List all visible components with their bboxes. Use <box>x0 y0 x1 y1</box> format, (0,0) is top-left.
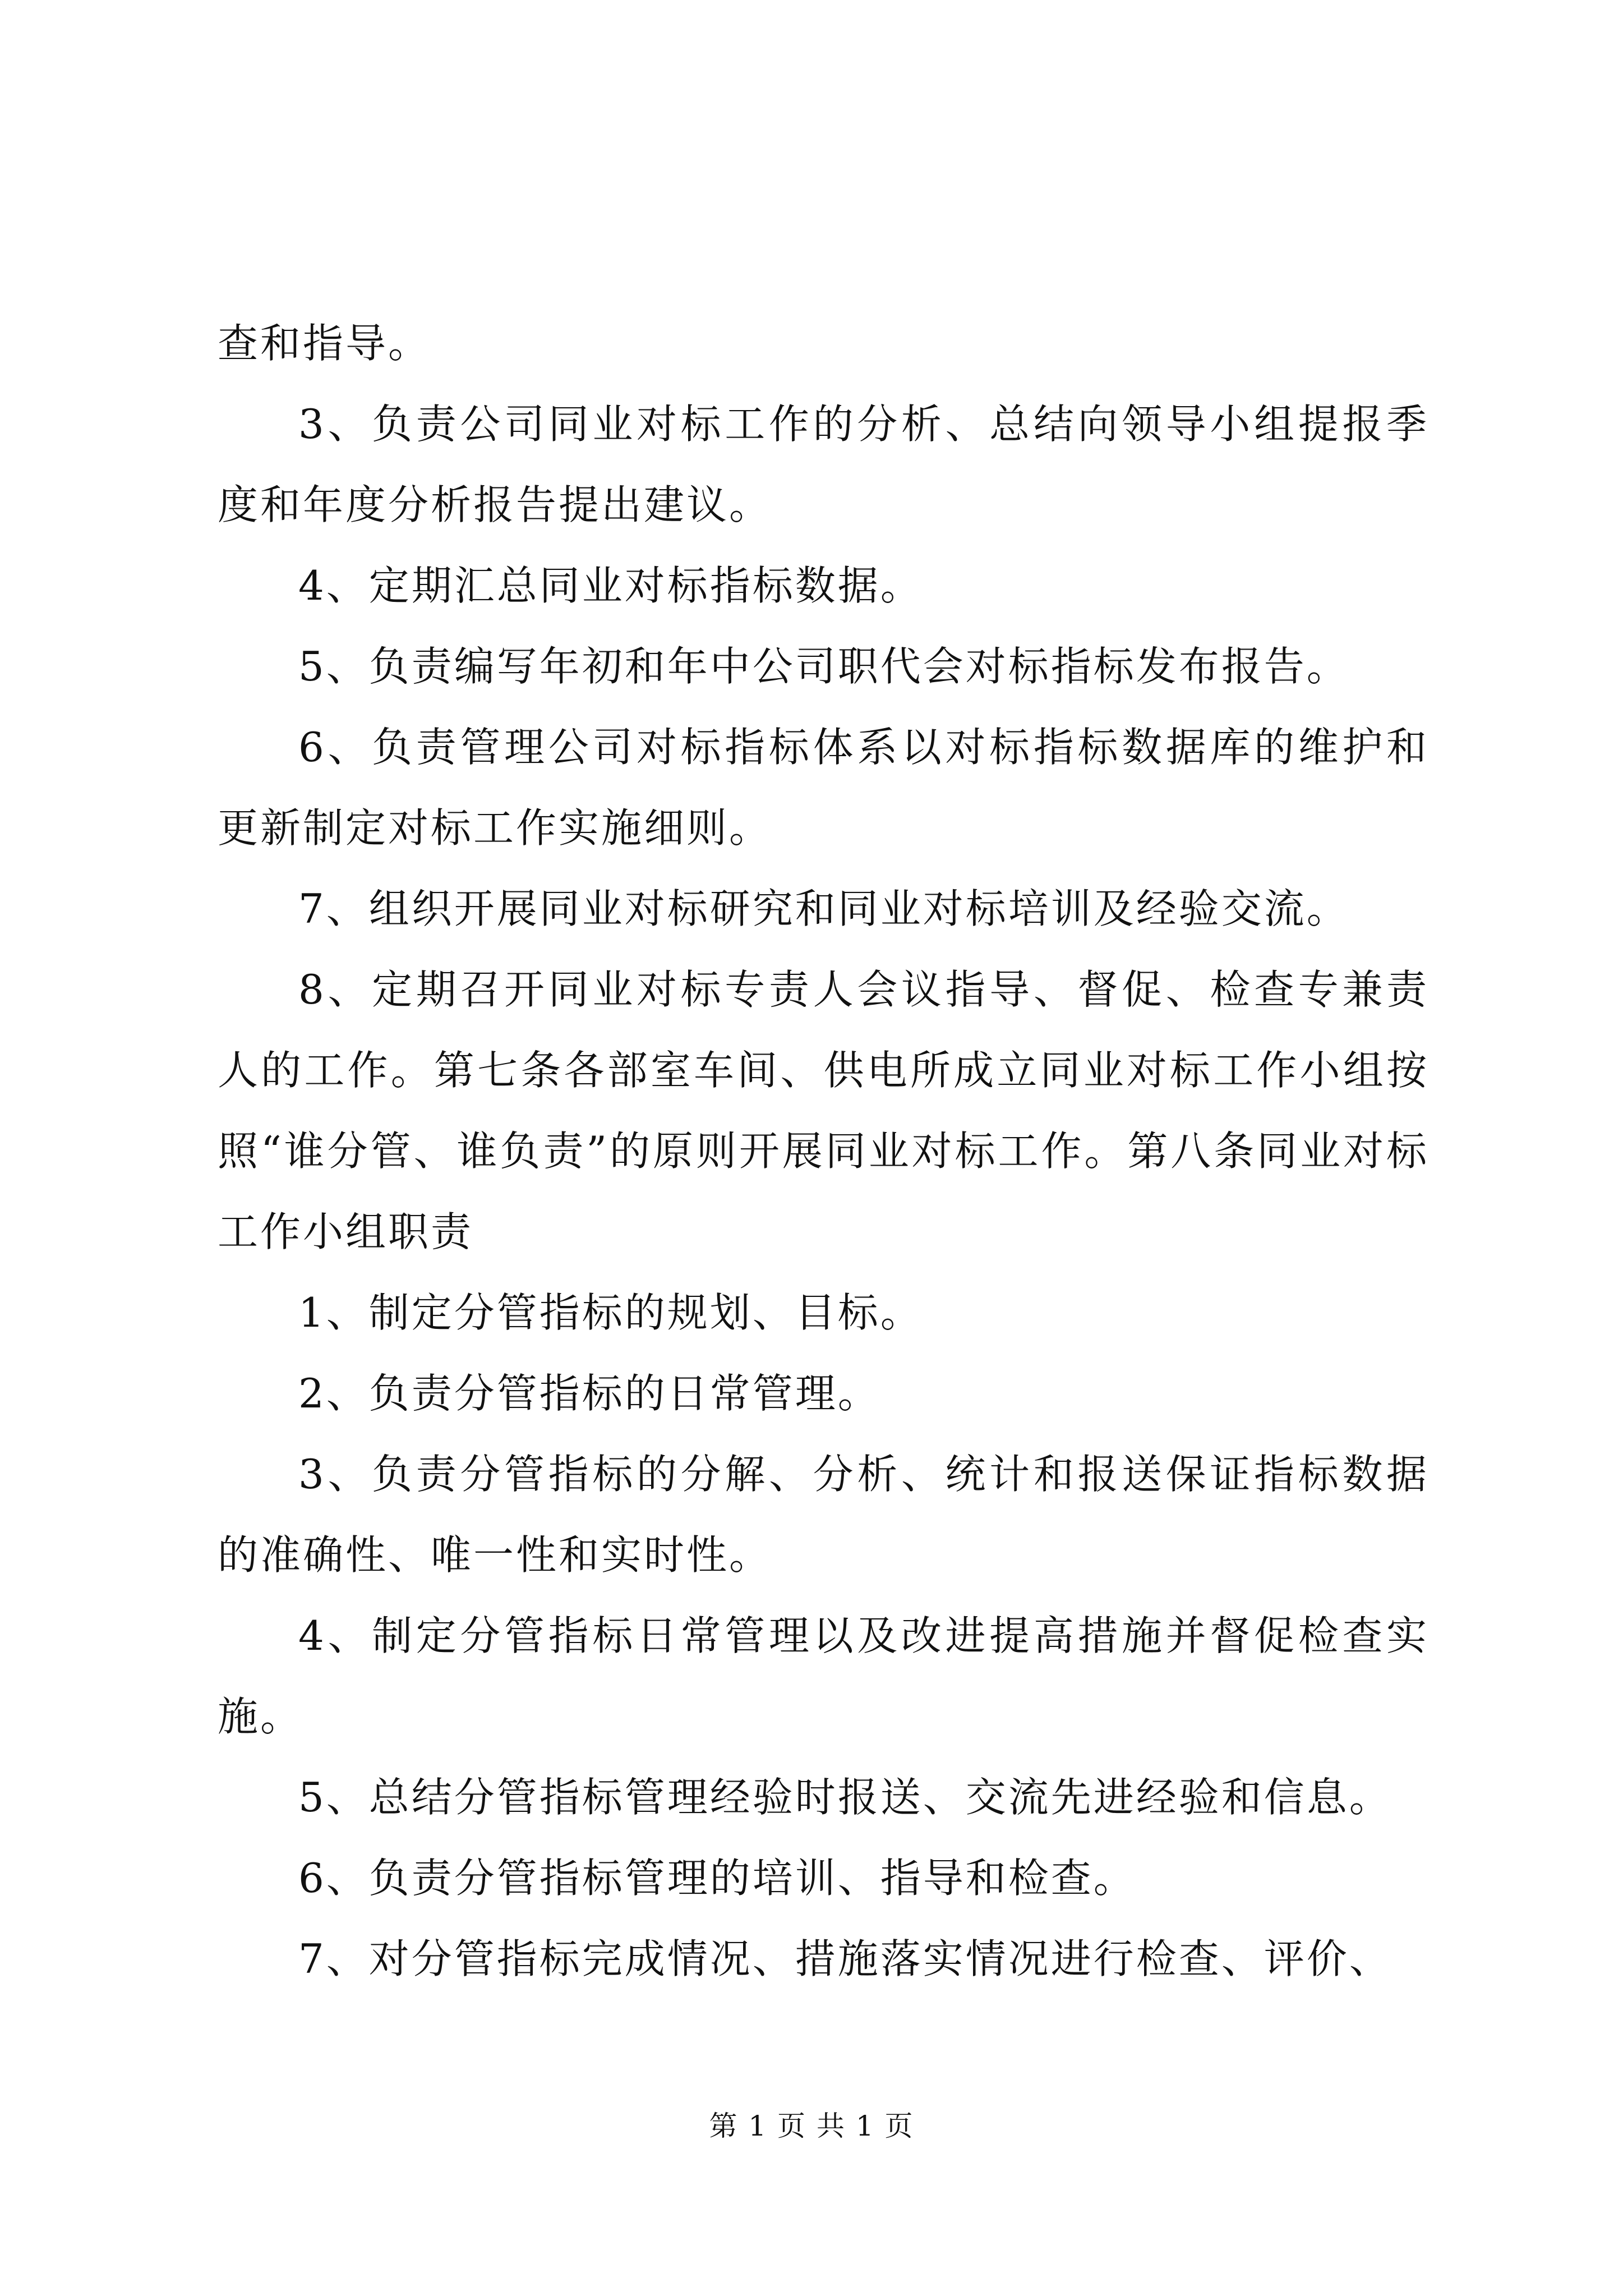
paragraph-5: 6、负责管理公司对标指标体系以对标指标数据库的维护和更新制定对标工作实施细则。 <box>218 724 1429 852</box>
paragraph-10: 3、负责分管指标的分解、分析、统计和报送保证指标数据的准确性、唯一性和实时性。 <box>218 1451 1429 1579</box>
paragraph-4: 5、负责编写年初和年中公司职代会对标指标发布报告。 <box>298 643 1349 690</box>
paragraph-12: 5、总结分管指标管理经验时报送、交流先进经验和信息。 <box>298 1774 1392 1821</box>
paragraph-13: 6、负责分管指标管理的培训、指导和检查。 <box>298 1855 1136 1902</box>
page-number-label: 第 1 页 共 1 页 <box>709 2110 914 2142</box>
paragraph-2: 3、负责公司同业对标工作的分析、总结向领导小组提报季度和年度分析报告提出建议。 <box>218 401 1429 528</box>
paragraph-8: 1、制定分管指标的规划、目标。 <box>298 1289 923 1336</box>
document-body <box>218 303 1429 1999</box>
paragraph-3: 4、定期汇总同业对标指标数据。 <box>298 562 923 609</box>
page-footer <box>0 2109 1623 2143</box>
paragraph-6: 7、组织开展同业对标研究和同业对标培训及经验交流。 <box>298 885 1349 932</box>
paragraph-7: 8、定期召开同业对标专责人会议指导、督促、检查专兼责人的工作。第七条各部室车间、供电所成立同业对标工作小组按照“谁分管、谁负责”的原则开展同业对标工作。第八条同业对标工作小组职责 <box>218 966 1429 1255</box>
paragraph-9: 2、负责分管指标的日常管理。 <box>298 1370 880 1417</box>
paragraph-14: 7、对分管指标完成情况、措施落实情况进行检查、评价、 <box>298 1935 1392 1982</box>
paragraph-1: 查和指导。 <box>218 320 431 367</box>
paragraph-11: 4、制定分管指标日常管理以及改进提高措施并督促检查实施。 <box>218 1612 1429 1740</box>
